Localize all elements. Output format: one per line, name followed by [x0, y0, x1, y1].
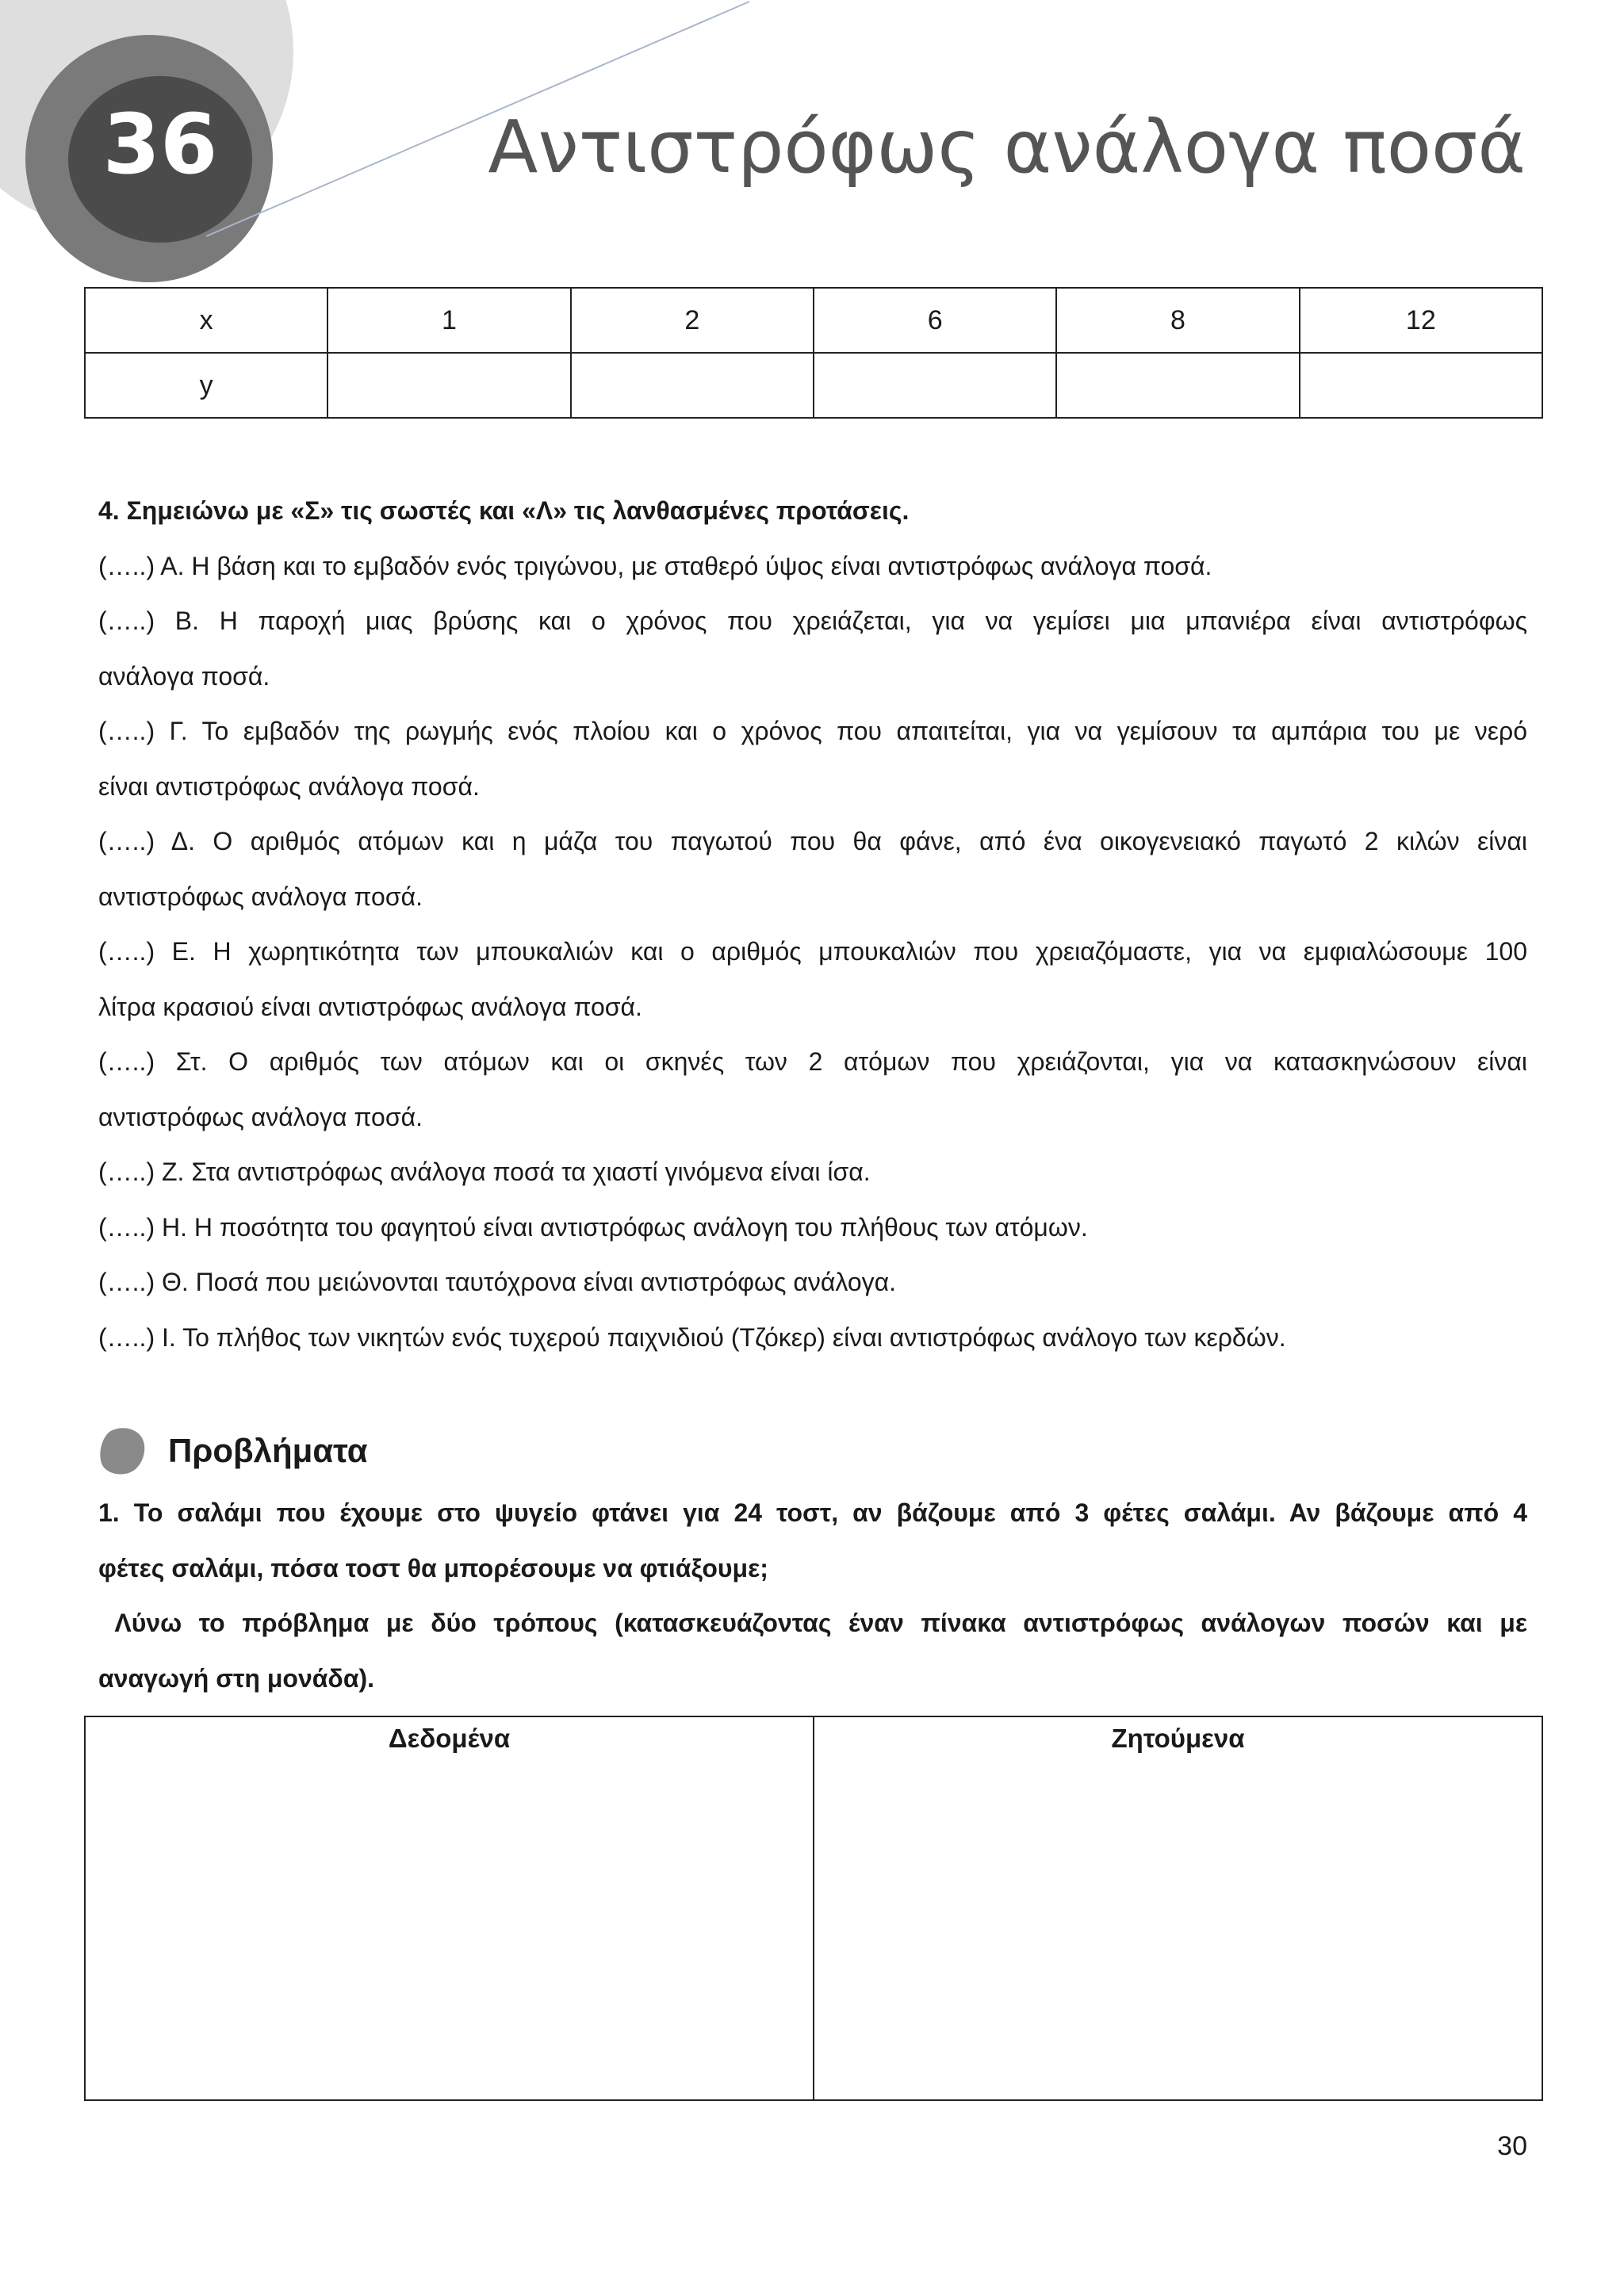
problem-1-line2: φέτες σαλάμι, πόσα τοστ θα μπορέσουμε να φτιάξουμε; — [98, 1553, 768, 1582]
statement-b-line1: (…..) Β. Η παροχή μιας βρύσης και ο χρόνος που χρειάζεται, για να γεμίσει μια μπανιέρα είναι αντιστρόφως — [98, 607, 1527, 635]
x-value-cell: 6 — [814, 288, 1056, 353]
work-table — [84, 1716, 1543, 2101]
statement-h: (…..) Η. Η ποσότητα του φαγητού είναι αντιστρόφως ανάλογη του πλήθους των ατόμων. — [98, 1212, 1088, 1242]
statement-c-line1: (…..) Γ. Το εμβαδόν της ρωγμής ενός πλοίου και ο χρόνος που απαιτείται, για να γεμίσουν τα αμπάρια του με νερό — [98, 717, 1527, 745]
y-value-cell[interactable] — [571, 353, 814, 418]
method-line2: αναγωγή στη μονάδα). — [98, 1663, 375, 1693]
problems-heading — [98, 1419, 368, 1483]
problem-1-line1: 1. Το σαλάμι που έχουμε στο ψυγείο φτάνει για 24 τοστ, αν βάζουμε από 3 φέτες σαλάμι. Αν βάζουμε από 4 — [98, 1498, 1527, 1527]
statement-st-line2: αντιστρόφως ανάλογα ποσά. — [98, 1102, 423, 1131]
statement-th: (…..) Θ. Ποσά που μειώνονται ταυτόχρονα είναι αντιστρόφως ανάλογα. — [98, 1268, 897, 1296]
statement-z: (…..) Ζ. Στα αντιστρόφως ανάλογα ποσά τα χιαστί γινόμενα είναι ίσα. — [98, 1158, 871, 1186]
exercise-4 — [98, 484, 1527, 1365]
x-value-cell: 8 — [1056, 288, 1299, 353]
y-value-cell[interactable] — [1056, 353, 1299, 418]
problem-1 — [98, 1486, 1527, 1706]
page-number: 30 — [1497, 2131, 1527, 2161]
x-value-cell: 2 — [571, 288, 814, 353]
statement-d-line1: (…..) Δ. Ο αριθμός ατόμων και η μάζα του παγωτού που θα φάνε, από ένα οικογενειακό παγωτό 2 κιλών είναι — [98, 827, 1527, 855]
y-value-cell[interactable] — [327, 353, 570, 418]
x-value-cell: 12 — [1300, 288, 1542, 353]
method-line1: Λύνω το πρόβλημα με δύο τρόπους (κατασκευάζοντας έναν πίνακα αντιστρόφως ανάλογων ποσών και με — [98, 1609, 1527, 1637]
statement-d-line2: αντιστρόφως ανάλογα ποσά. — [98, 882, 423, 911]
y-value-cell[interactable] — [814, 353, 1056, 418]
statement-i: (…..) Ι. Το πλήθος των νικητών ενός τυχερού παιχνιδιού (Τζόκερ) είναι αντιστρόφως ανάλογο των κερδών. — [98, 1322, 1286, 1352]
y-row — [85, 353, 1542, 418]
statement-b-line2: ανάλογα ποσά. — [98, 661, 270, 691]
asked-column[interactable] — [814, 1716, 1542, 2100]
x-value-cell: 1 — [327, 288, 570, 353]
page-title: Αντιστρόφως ανάλογα ποσά — [488, 105, 1526, 189]
statement-a: (…..) Α. Η βάση και το εμβαδόν ενός τριγώνου, με σταθερό ύψος είναι αντιστρόφως ανάλογα ποσά. — [98, 551, 1212, 580]
statement-e-line2: λίτρα κρασιού είναι αντιστρόφως ανάλογα ποσά. — [98, 992, 642, 1021]
statement-st-line1: (…..) Στ. Ο αριθμός των ατόμων και οι σκηνές των 2 ατόμων που χρειάζονται, για να κατασκηνώσουν είναι — [98, 1047, 1527, 1076]
given-header: Δεδομένα — [388, 1724, 511, 1753]
asked-header: Ζητούμενα — [1111, 1724, 1245, 1753]
y-label-cell: y — [85, 353, 327, 418]
statement-c-line2: είναι αντιστρόφως ανάλογα ποσά. — [98, 771, 480, 801]
problems-title: Προβλήματα — [168, 1432, 368, 1469]
statement-e-line1: (…..) Ε. Η χωρητικότητα των μπουκαλιών και ο αριθμός μπουκαλιών που χρειαζόμαστε, για να εμφιαλώσουμε 100 — [98, 937, 1527, 966]
blob-icon — [98, 1425, 146, 1476]
xy-value-table — [84, 287, 1543, 419]
given-column[interactable] — [85, 1716, 814, 2100]
x-label-cell: x — [85, 288, 327, 353]
x-row — [85, 288, 1542, 353]
lesson-number: 36 — [102, 96, 218, 193]
y-value-cell[interactable] — [1300, 353, 1542, 418]
exercise-instruction: 4. Σημειώνω με «Σ» τις σωστές και «Λ» τις λανθασμένες προτάσεις. — [98, 496, 910, 525]
